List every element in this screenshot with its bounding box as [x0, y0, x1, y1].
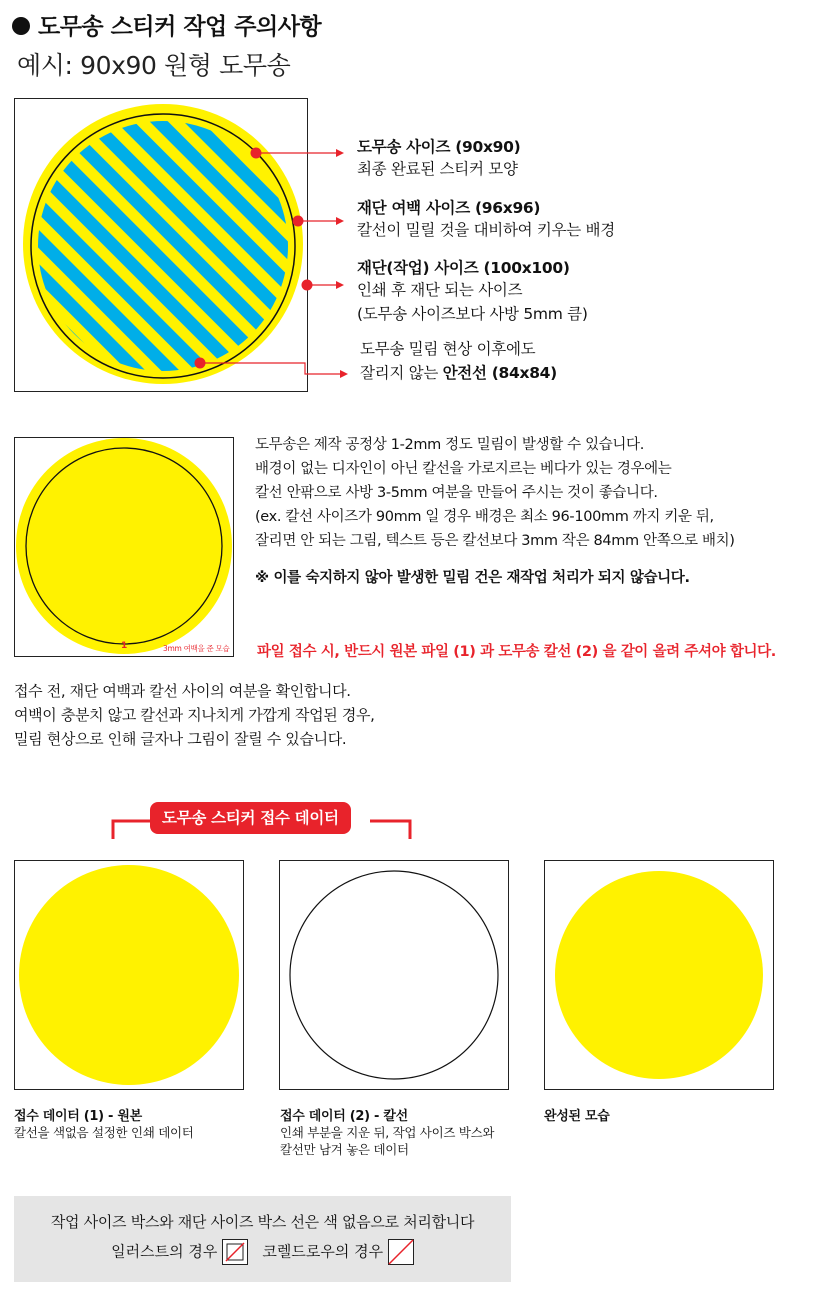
- no-fill-illustrator-icon: [222, 1239, 248, 1265]
- label-domusong-size: 도무송 사이즈 (90x90): [357, 138, 521, 156]
- footer-line-2: [14, 1239, 511, 1265]
- caption-original: [14, 1105, 194, 1141]
- caption-title: 완성된 모습: [544, 1109, 610, 1124]
- check-line: 접수 전, 재단 여백과 칼선 사이의 여분을 확인합니다.: [14, 682, 351, 700]
- finished-yellow-circle: [555, 871, 763, 1079]
- paragraph-line: 잘리면 안 되는 그림, 텍스트 등은 칼선보다 3mm 작은 84mm 안쪽으로 배치): [255, 533, 735, 549]
- label-safe-line-1: 도무송 밀림 현상 이후에도: [360, 340, 536, 358]
- label-work-size: 재단(작업) 사이즈 (100x100): [357, 259, 570, 277]
- example-mark: 1: [121, 641, 128, 651]
- no-fill-coreldraw-icon: [388, 1239, 414, 1265]
- submission-badge: 도무송 스티커 접수 데이터: [150, 802, 351, 834]
- paragraph-line: 칼선 안팎으로 사방 3-5mm 여분을 만들어 주시는 것이 좋습니다.: [255, 485, 658, 501]
- example-thumb-note: 3mm 여백을 준 모습: [163, 644, 230, 653]
- footer-line-1: 작업 사이즈 박스와 재단 사이즈 박스 선은 색 없음으로 처리합니다: [50, 1213, 475, 1231]
- caption-title: 접수 데이터 (1) - 원본: [14, 1109, 142, 1124]
- label-work-desc-2: (도무송 사이즈보다 사방 5mm 큼): [357, 305, 588, 323]
- check-line: 밀림 현상으로 인해 글자나 그림이 잘릴 수 있습니다.: [14, 730, 347, 748]
- coreldraw-label: 코렐드로우의 경우: [262, 1242, 384, 1261]
- paragraph-line: 도무송은 제작 공정상 1-2mm 정도 밀림이 발생할 수 있습니다.: [255, 437, 644, 453]
- label-work-desc-1: 인쇄 후 재단 되는 사이즈: [357, 281, 523, 299]
- caption-desc: 칼선을 색없음 설정한 인쇄 데이터: [14, 1125, 194, 1140]
- caption-finished: [544, 1105, 610, 1124]
- label-safe-normal: 잘리지 않는: [360, 364, 443, 382]
- page-title-text: 도무송 스티커 작업 주의사항: [38, 14, 322, 40]
- cutline-circle: [290, 871, 498, 1079]
- caption-desc: 칼선만 남겨 놓은 데이터: [280, 1142, 409, 1157]
- original-yellow-circle: [19, 865, 239, 1085]
- caption-cutline: [280, 1105, 494, 1158]
- footer-box: [14, 1196, 511, 1282]
- warning-text: ※ 이를 숙지하지 않아 발생한 밀림 건은 재작업 처리가 되지 않습니다.: [255, 570, 690, 586]
- label-safe-bold: 안전선 (84x84): [442, 364, 557, 382]
- paragraph-line: (ex. 칼선 사이즈가 90mm 일 경우 배경은 최소 96-100mm 까지 키운 뒤,: [255, 509, 714, 525]
- label-domusong-desc: 최종 완료된 스티커 모양: [357, 160, 518, 178]
- caption-title: 접수 데이터 (2) - 칼선: [280, 1109, 408, 1124]
- label-bleed-desc: 칼선이 밀릴 것을 대비하여 키우는 배경: [357, 221, 615, 239]
- red-note: 파일 접수 시, 반드시 원본 파일 (1) 과 도무송 칼선 (2) 을 같이 올려 주셔야 합니다.: [257, 644, 776, 660]
- page-subtitle: 예시: 90x90 원형 도무송: [17, 51, 291, 80]
- paragraph-line: 배경이 없는 디자인이 아닌 칼선을 가로지르는 베다가 있는 경우에는: [255, 461, 672, 477]
- label-bleed-size: 재단 여백 사이즈 (96x96): [357, 199, 541, 217]
- illustrator-label: 일러스트의 경우: [111, 1242, 218, 1261]
- caption-desc: 인쇄 부분을 지운 뒤, 작업 사이즈 박스와: [280, 1125, 495, 1140]
- check-line: 여백이 충분치 않고 칼선과 지나치게 가깝게 작업된 경우,: [14, 706, 375, 724]
